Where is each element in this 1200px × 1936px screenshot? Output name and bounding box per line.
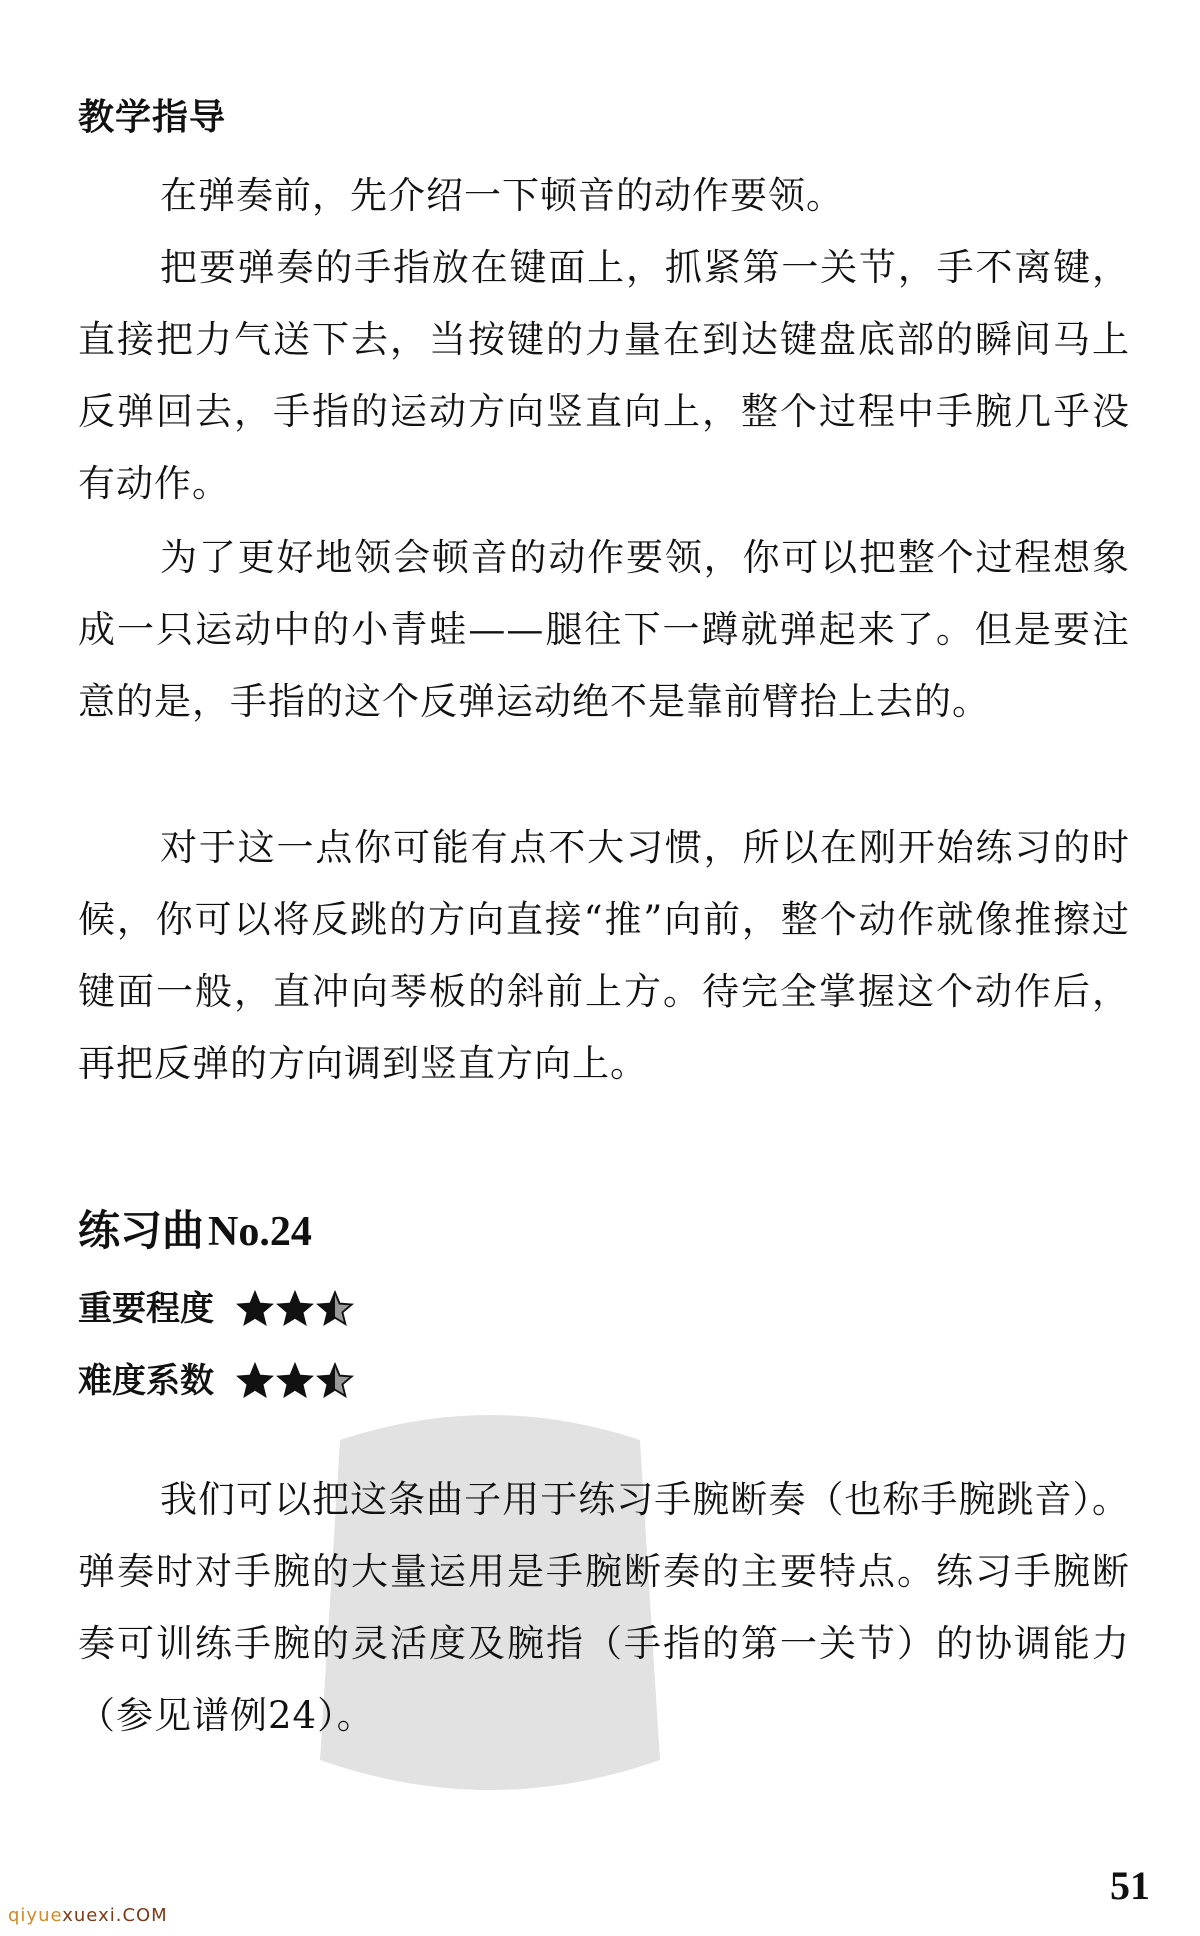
etude-title-label: 练习曲 <box>78 1206 205 1255</box>
section-heading-teaching-guide: 教学指导 <box>78 97 227 138</box>
etude-number: No.24 <box>208 1209 312 1255</box>
paragraph-3: 为了更好地领会顿音的动作要领，你可以把整个过程想象成一只运动中的小青蛙——腿往下一蹲就弹起来了。但是要注意的是，手指的这个反弹运动绝不是靠前臂抬上去的。 <box>78 536 1130 723</box>
site-suffix: xuexi.COM <box>62 1905 168 1926</box>
paragraph-5: 我们可以把这条曲子用于练习手腕断奏（也称手腕跳音）。弹奏时对手腕的大量运用是手腕断奏的主要特点。练习手腕断奏可训练手腕的灵活度及腕指（手指的第一关节）的协调能力（参见谱例24）。 <box>78 1478 1130 1737</box>
star-icon <box>276 1362 314 1400</box>
difficulty-rating <box>78 1362 356 1400</box>
difficulty-stars <box>236 1362 356 1400</box>
star-icon <box>236 1362 274 1400</box>
difficulty-label: 难度系数 <box>78 1361 214 1401</box>
importance-rating <box>78 1290 356 1328</box>
star-icon <box>316 1290 354 1328</box>
star-icon <box>276 1290 314 1328</box>
importance-stars <box>236 1290 356 1328</box>
site-prefix: qiyue <box>8 1905 63 1926</box>
paragraph-4: 对于这一点你可能有点不大习惯，所以在刚开始练习的时候，你可以将反跳的方向直接“推”向前，整个动作就像推擦过键面一般，直冲向琴板的斜前上方。待完全掌握这个动作后，再把反弹的方向调到竖直方向上。 <box>78 826 1130 1085</box>
star-icon <box>316 1362 354 1400</box>
star-icon <box>236 1290 274 1328</box>
paragraph-1: 在弹奏前，先介绍一下顿音的动作要领。 <box>160 174 844 217</box>
page-number: 51 <box>1110 1863 1150 1908</box>
etude-title <box>78 1206 312 1255</box>
paragraph-2: 把要弹奏的手指放在键面上，抓紧第一关节，手不离键，直接把力气送下去，当按键的力量在到达键盘底部的瞬间马上反弹回去，手指的运动方向竖直向上，整个过程中手腕几乎没有动作。 <box>78 246 1130 505</box>
site-watermark <box>8 1905 168 1926</box>
importance-label: 重要程度 <box>78 1289 214 1329</box>
